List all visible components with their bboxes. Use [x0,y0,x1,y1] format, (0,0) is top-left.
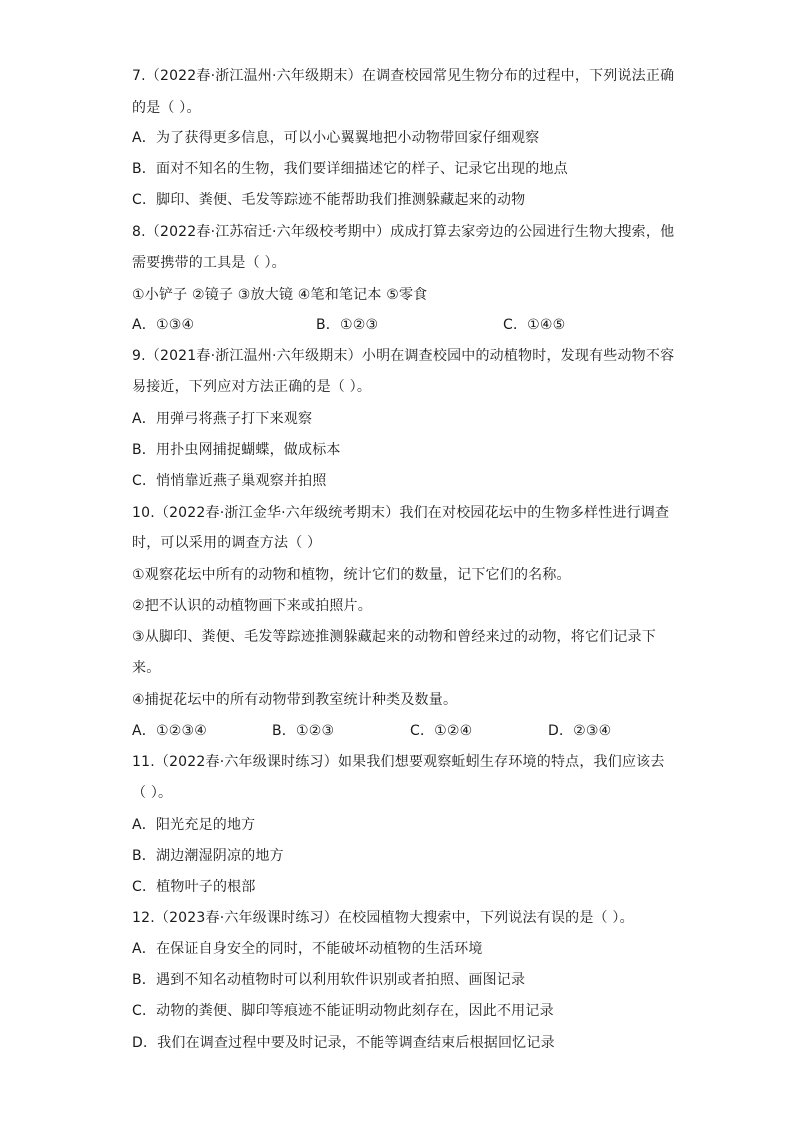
q10-option-a: A．①②③④ [132,723,207,739]
q7-option-a: A．为了获得更多信息，可以小心翼翼地把小动物带回家仔细观察 [132,130,540,146]
q9-stem-line2: 易接近，下列应对方法正确的是（ ）。 [132,379,372,395]
q10-item-3-line2: 来。 [132,660,161,676]
q7-option-c: C．脚印、粪便、毛发等踪迹不能帮助我们推测躲藏起来的动物 [132,192,526,208]
q12-option-b: B．遇到不知名动植物时可以利用软件识别或者拍照、画图记录 [132,972,526,988]
q8-option-b: B．①②③ [316,317,379,333]
q10-option-b: B．①②③ [272,723,335,739]
q8-option-c: C．①④⑤ [503,317,566,333]
q11-option-a: A．阳光充足的地方 [132,817,256,833]
q7-stem-line1: 7.（2022春·浙江温州·六年级期末）在调查校园常见生物分布的过程中，下列说法正确 [132,68,675,84]
q10-option-d: D．②③④ [548,723,612,739]
q9-option-b: B．用扑虫网捕捉蝴蝶，做成标本 [132,442,341,458]
q10-stem-line2: 时，可以采用的调查方法（ ） [132,535,322,551]
q11-stem-line1: 11.（2022春·六年级课时练习）如果我们想要观察蚯蚓生存环境的特点，我们应该去 [132,754,665,770]
q10-item-3-line1: ③从脚印、粪便、毛发等踪迹推测躲藏起来的动物和曾经来过的动物，将它们记录下 [132,629,656,645]
q8-option-a: A．①③④ [132,317,195,333]
q12-option-c: C．动物的粪便、脚印等痕迹不能证明动物此刻存在，因此不用记录 [132,1003,554,1019]
q8-items: ①小铲子 ②镜子 ③放大镜 ④笔和笔记本 ⑤零食 [132,287,428,303]
q9-option-c: C．悄悄靠近燕子巢观察并拍照 [132,473,327,489]
q12-stem: 12.（2023春·六年级课时练习）在校园植物大搜索中，下列说法有误的是（ ）。 [132,910,634,926]
q7-option-b: B．面对不知名的生物，我们要详细描述它的样子、记录它出现的地点 [132,161,568,177]
q9-option-a: A．用弹弓将燕子打下来观察 [132,411,313,427]
q8-stem-line1: 8.（2022春·江苏宿迁·六年级校考期中）成成打算去家旁边的公园进行生物大搜索，他 [132,224,675,240]
q10-item-4: ④捕捉花坛中的所有动物带到教室统计种类及数量。 [132,692,458,708]
q12-option-d: D．我们在调查过程中要及时记录，不能等调查结束后根据回忆记录 [132,1035,555,1051]
q10-item-2: ②把不认识的动植物画下来或拍照片。 [132,598,372,614]
q7-stem-line2: 的是（ ）。 [132,100,201,116]
q8-stem-line2: 需要携带的工具是（ ）。 [132,255,286,271]
q10-option-c: C．①②④ [410,723,473,739]
q12-option-a: A．在保证自身安全的同时，不能破坏动植物的生活环境 [132,941,483,957]
q11-stem-line2: （ ）。 [132,785,173,801]
q9-stem-line1: 9.（2021春·浙江温州·六年级期末）小明在调查校园中的动植物时，发现有些动物不容 [132,348,675,364]
q11-option-b: B．湖边潮湿阴凉的地方 [132,848,284,864]
q11-option-c: C．植物叶子的根部 [132,879,256,895]
q10-item-1: ①观察花坛中所有的动物和植物，统计它们的数量，记下它们的名称。 [132,567,571,583]
q10-stem-line1: 10.（2022春·浙江金华·六年级统考期末）我们在对校园花坛中的生物多样性进行调查 [132,505,670,521]
